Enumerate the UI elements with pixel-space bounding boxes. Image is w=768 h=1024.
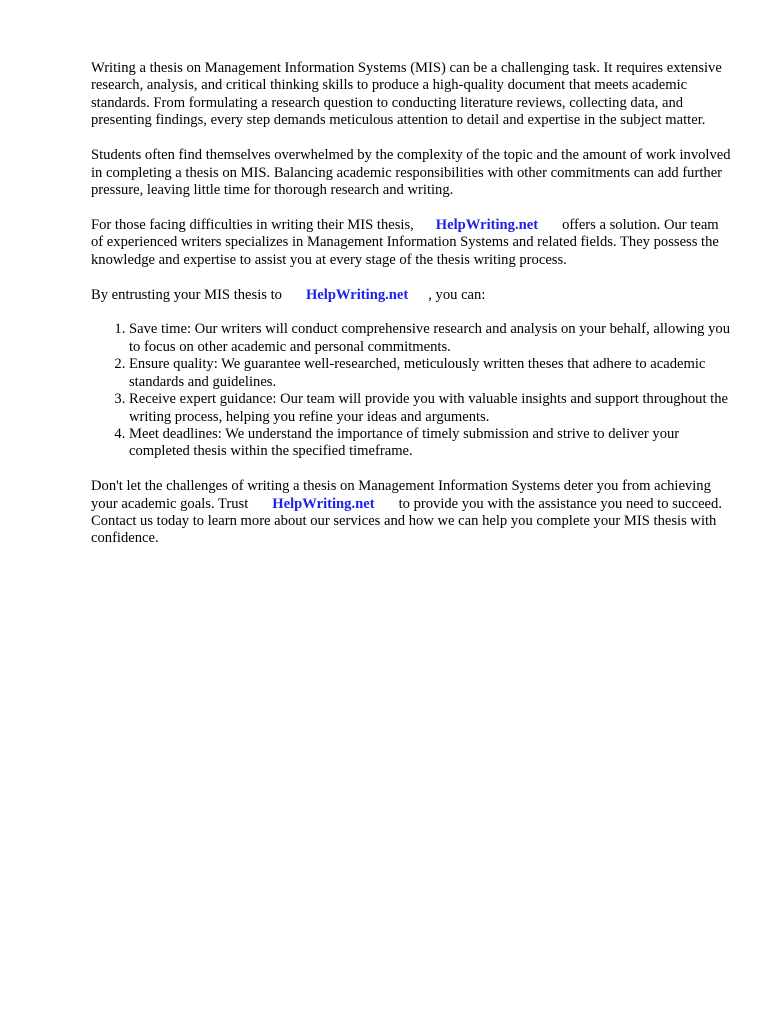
intro-paragraph: Writing a thesis on Management Information Systems (MIS) can be a challenging task. It requires extensive research, analysis, and critical thinking skills to produce a high-quality document that meets academic standards. From formulating a research question to conducting literature reviews, collecting data, and presenting findings, every step demands meticulous attention to detail and expertise in the subject matter. [91, 60, 722, 129]
closing-text-before: Don't let the challenges of writing a thesis on Management Information Systems deter you from achieving your academic goals. Trust [91, 478, 711, 512]
closing-text-after: to provide you with the assistance you need to succeed. Contact us today to learn more about our services and how we can help you complete your MIS thesis with confidence. [91, 495, 722, 547]
list-item: 1. Save time: Our writers will conduct comprehensive research and analysis on your behalf, allowing you to focus on other academic and personal commitments. [129, 321, 731, 356]
solution-text-before: For those facing difficulties in writing their MIS thesis, [91, 216, 414, 233]
list-item: 2. Ensure quality: We guarantee well-researched, meticulously written theses that adhere to academic standards and guidelines. [129, 356, 731, 391]
list-item: 4. Meet deadlines: We understand the importance of timely submission and strive to deliver your completed thesis within the specified timeframe. [129, 426, 731, 461]
entrusting-text-after: , you can: [428, 286, 486, 303]
helpwriting-link[interactable]: HelpWriting.net [435, 216, 539, 233]
solution-text-after: offers a solution. Our team of experienced writers specializes in Management Information Systems and related fields. They possess the knowledge and expertise to assist you at every stage of the thesis writing process. [91, 216, 719, 268]
challenges-paragraph: Students often find themselves overwhelmed by the complexity of the topic and the amount of work involved in completing a thesis on MIS. Balancing academic responsibilities with other commitments can add further pressure, leaving little time for thorough research and writing. [91, 147, 731, 198]
helpwriting-link[interactable]: HelpWriting.net [305, 286, 409, 303]
list-item: 3. Receive expert guidance: Our team will provide you with valuable insights and support throughout the writing process, helping you refine your ideas and arguments. [129, 391, 731, 426]
benefits-list [91, 321, 731, 460]
entrusting-text-before: By entrusting your MIS thesis to [91, 286, 282, 303]
solution-paragraph [91, 217, 731, 269]
closing-paragraph [91, 478, 731, 548]
document-page [91, 60, 731, 565]
helpwriting-link[interactable]: HelpWriting.net [272, 495, 375, 512]
entrusting-paragraph [91, 287, 731, 304]
